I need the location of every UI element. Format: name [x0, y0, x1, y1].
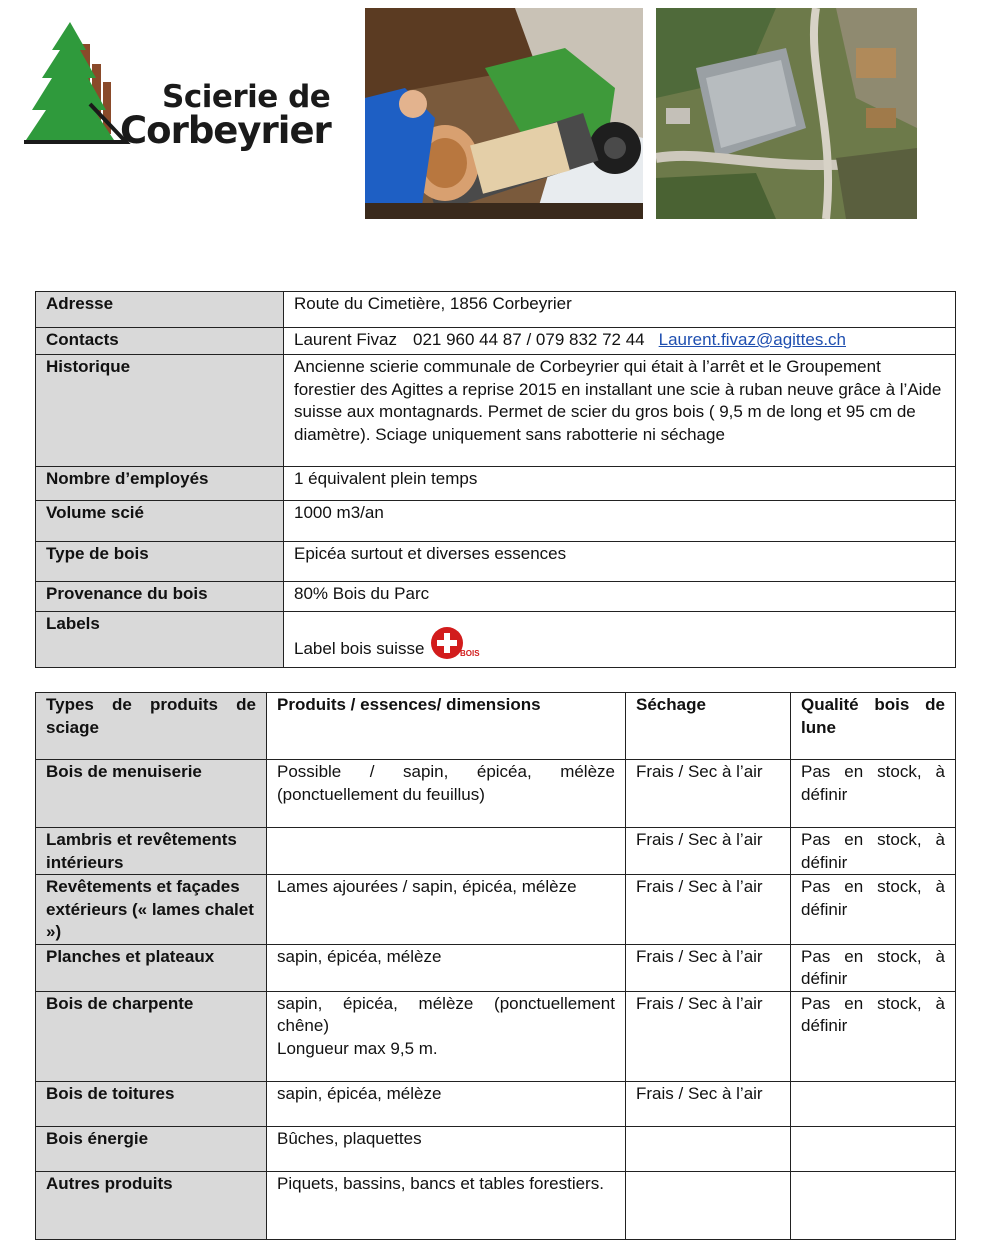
product-details — [267, 828, 626, 875]
table-row — [36, 991, 956, 1081]
product-quality — [791, 1171, 956, 1239]
product-details: Possible / sapin, épicéa, mélèze (ponctuellement du feuillus) — [267, 760, 626, 828]
sawmill-photo — [365, 8, 643, 219]
product-details-extra: Longueur max 9,5 m. — [277, 1038, 438, 1058]
history-value: Ancienne scierie communale de Corbeyrier qui était à l’arrêt et le Groupement forestier des Agittes a reprise 2015 en installant une scie à ruban neuve grâce à l’Aide suisse aux montagnards. Permet de scier du gros bois ( 9,5 m de long et 95 cm de diamètre). Sciage uniquement sans rabotterie ni séchage — [284, 355, 956, 467]
wood-type-value: Epicéa surtout et diverses essences — [284, 542, 956, 582]
product-quality: Pas en stock, à définir — [791, 875, 956, 945]
table-row — [36, 1126, 956, 1171]
product-quality: Pas en stock, à définir — [791, 828, 956, 875]
origin-label: Provenance du bois — [36, 582, 284, 612]
logo-text-line2: Corbeyrier — [120, 109, 331, 152]
product-details: Bûches, plaquettes — [267, 1126, 626, 1171]
product-drying — [626, 1126, 791, 1171]
table-row — [36, 944, 956, 991]
history-label: Historique — [36, 355, 284, 467]
product-details: Piquets, bassins, bancs et tables forestiers. — [267, 1171, 626, 1239]
info-row-employees — [36, 467, 956, 501]
sawmill-info-table — [35, 291, 956, 668]
info-row-labels — [36, 612, 956, 668]
contact-phone2: 079 832 72 44 — [535, 330, 645, 349]
volume-value: 1000 m3/an — [284, 501, 956, 542]
product-details: sapin, épicéa, mélèze — [267, 944, 626, 991]
product-drying: Frais / Sec à l’air — [626, 944, 791, 991]
info-row-origin — [36, 582, 956, 612]
column-header-quality: Qualité bois de lune — [791, 693, 956, 760]
employees-label: Nombre d’employés — [36, 467, 284, 501]
product-quality: Pas en stock, à définir — [791, 944, 956, 991]
info-row-contacts — [36, 328, 956, 355]
origin-value: 80% Bois du Parc — [284, 582, 956, 612]
product-details: Lames ajourées / sapin, épicéa, mélèze — [267, 875, 626, 945]
employees-value: 1 équivalent plein temps — [284, 467, 956, 501]
address-label: Adresse — [36, 292, 284, 328]
product-quality: Pas en stock, à définir — [791, 760, 956, 828]
product-quality — [791, 1126, 956, 1171]
product-quality — [791, 1081, 956, 1126]
product-type: Bois de menuiserie — [36, 760, 267, 828]
wood-type-label: Type de bois — [36, 542, 284, 582]
column-header-drying: Séchage — [626, 693, 791, 760]
product-drying: Frais / Sec à l’air — [626, 1081, 791, 1126]
product-drying: Frais / Sec à l’air — [626, 875, 791, 945]
contact-phone1: 021 960 44 87 — [413, 330, 522, 349]
product-drying — [626, 1171, 791, 1239]
labels-value — [284, 612, 956, 668]
column-header-type: Types de produits de sciage — [36, 693, 267, 760]
contacts-value: Laurent Fivaz 021 960 44 87 / 079 832 72 44 Laurent.fivaz@agittes.ch — [284, 328, 956, 355]
product-type: Bois de toitures — [36, 1081, 267, 1126]
table-header-row — [36, 693, 956, 760]
product-type: Bois de charpente — [36, 991, 267, 1081]
table-row — [36, 760, 956, 828]
products-table — [35, 692, 956, 1240]
swiss-wood-label-text: Label bois suisse — [294, 639, 425, 658]
info-row-history — [36, 355, 956, 467]
product-type: Lambris et revêtements intérieurs — [36, 828, 267, 875]
company-logo — [22, 20, 352, 152]
info-row-address — [36, 292, 956, 328]
product-details: sapin, épicéa, mélèze — [267, 1081, 626, 1126]
product-type: Bois énergie — [36, 1126, 267, 1171]
product-type: Autres produits — [36, 1171, 267, 1239]
product-drying: Frais / Sec à l’air — [626, 991, 791, 1081]
swiss-wood-label-icon — [430, 626, 480, 667]
address-value: Route du Cimetière, 1856 Corbeyrier — [284, 292, 956, 328]
info-row-volume — [36, 501, 956, 542]
svg-text:BOIS: BOIS — [460, 649, 480, 658]
labels-label: Labels — [36, 612, 284, 668]
aerial-photo — [656, 8, 917, 219]
volume-label: Volume scié — [36, 501, 284, 542]
logo-text-line1: Scierie de — [162, 79, 331, 115]
table-row — [36, 1171, 956, 1239]
contact-name: Laurent Fivaz — [294, 330, 397, 349]
product-drying: Frais / Sec à l’air — [626, 828, 791, 875]
product-type: Revêtements et façades extérieurs (« lames chalet ») — [36, 875, 267, 945]
product-quality: Pas en stock, à définir — [791, 991, 956, 1081]
column-header-products: Produits / essences/ dimensions — [267, 693, 626, 760]
table-row — [36, 875, 956, 945]
contacts-label: Contacts — [36, 328, 284, 355]
product-details: sapin, épicéa, mélèze (ponctuellement chêne) Longueur max 9,5 m. — [267, 991, 626, 1081]
table-row — [36, 828, 956, 875]
info-row-wood-type — [36, 542, 956, 582]
product-drying: Frais / Sec à l’air — [626, 760, 791, 828]
table-row — [36, 1081, 956, 1126]
product-type: Planches et plateaux — [36, 944, 267, 991]
email-link[interactable]: Laurent.fivaz@agittes.ch — [658, 330, 846, 349]
